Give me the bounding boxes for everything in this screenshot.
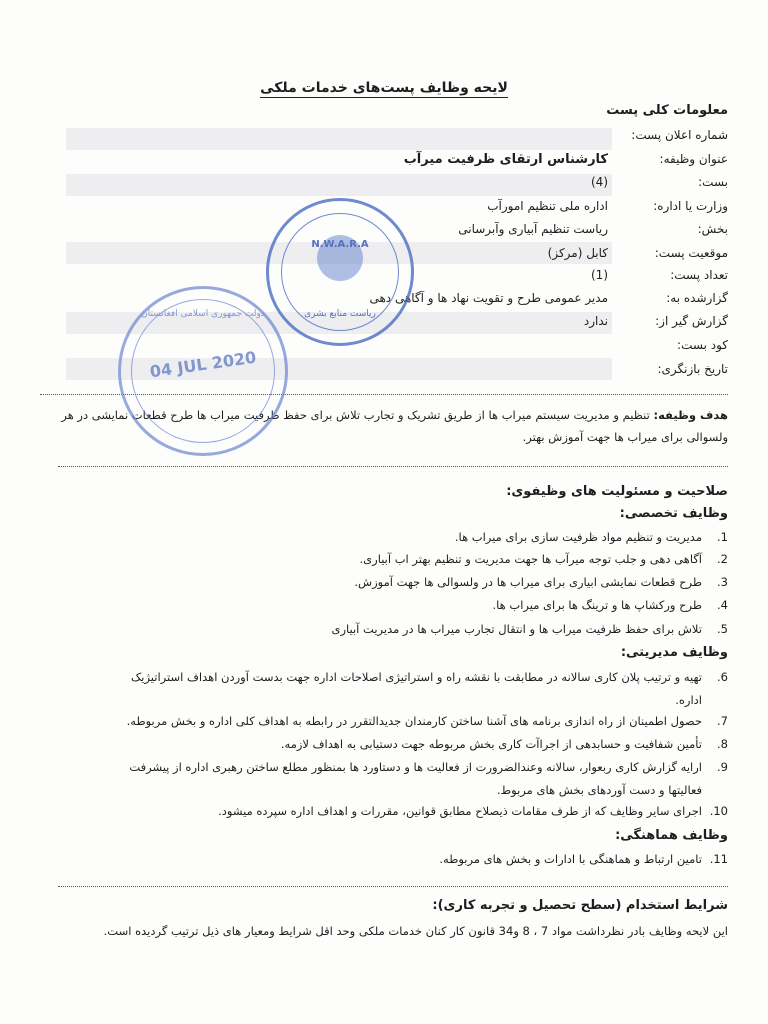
date-stamp bbox=[118, 286, 288, 456]
field-value: کابل (مرکز) bbox=[547, 246, 608, 260]
general-info-heading: معلومات کلی پست bbox=[606, 103, 728, 118]
field-label: موقعیت پست: bbox=[654, 246, 728, 260]
item-text: اجرای سایر وظایف که از طرف مقامات ذیصلاح مطابق قوانین، مقررات و اهداف اداره سپرده میشود. bbox=[218, 804, 702, 818]
official-seal-stamp bbox=[266, 198, 414, 346]
item-number: 6. bbox=[717, 670, 728, 684]
field-value: کارشناس ارتقای ظرفیت میرآب bbox=[403, 152, 608, 167]
list-item bbox=[68, 526, 728, 549]
stamp-header: دولت جمهوری اسلامی افغانستان bbox=[141, 309, 265, 319]
field-label: عنوان وظیفه: bbox=[659, 152, 728, 166]
field-value: (4) bbox=[590, 175, 608, 189]
field-label: بخش: bbox=[697, 222, 728, 236]
field-value: ندارد bbox=[583, 314, 608, 328]
item-text: تلاش برای حفظ ظرفیت میراب ها و انتقال تجارب میراب ها در مدیریت آبیاری bbox=[331, 622, 702, 636]
field-label: تاریخ بازنگری: bbox=[657, 362, 728, 376]
stamp-text: ریاست منابع بشری bbox=[304, 309, 376, 319]
field-value: (1) bbox=[590, 268, 608, 282]
item-number: 11. bbox=[709, 852, 728, 866]
list-item bbox=[68, 666, 728, 712]
item-text-continuation: فعالیتها و دست آوردهای بخش های مربوط. bbox=[496, 783, 702, 797]
list-item bbox=[68, 548, 728, 571]
list-item bbox=[68, 571, 728, 594]
field-label: تعداد پست: bbox=[670, 268, 728, 282]
field-label: وزارت یا اداره: bbox=[653, 199, 728, 213]
form-shade bbox=[66, 174, 612, 196]
item-number: 2. bbox=[717, 552, 728, 566]
list-item bbox=[68, 848, 728, 871]
item-number: 1. bbox=[717, 530, 728, 544]
stamp-date: 04 JUL 2020 bbox=[148, 347, 258, 382]
technical-duties-heading: وظایف تخصصی: bbox=[619, 506, 728, 521]
separator bbox=[58, 886, 728, 887]
list-item bbox=[68, 733, 728, 756]
field-value: مدیر عمومی طرح و تقویت نهاد ها و آگاهی دهی bbox=[369, 291, 608, 305]
list-item bbox=[68, 618, 728, 641]
field-label: گزارش گیر از: bbox=[655, 314, 728, 328]
objective-label: هدف وظیفه: bbox=[653, 408, 728, 422]
list-item bbox=[68, 800, 728, 823]
field-label: بست: bbox=[698, 175, 728, 189]
employment-text: این لایحه وظایف بادر نظرداشت مواد 7 ، 8 و34 قانون کار کنان خدمات ملکی وحد اقل شرایط ومعیار های ذیل ترتیب گردیده است. bbox=[103, 924, 728, 938]
document-title: لایحه وظایف پست‌های خدمات ملکی bbox=[260, 80, 508, 96]
item-text: آگاهی دهی و جلب توجه میرآب ها جهت مدیریت و تنظیم بهتر اب آبیاری. bbox=[359, 552, 702, 566]
item-text: تأمین شفافیت و حسابدهی از اجراآت کاری بخش مربوطه جهت دستیابی به اهداف لازمه. bbox=[280, 737, 702, 751]
item-number: 10. bbox=[709, 804, 728, 818]
item-number: 8. bbox=[717, 737, 728, 751]
item-number: 9. bbox=[717, 760, 728, 774]
objective-text-2: ولسوالی برای میراب ها جهت آموزش بهتر. bbox=[522, 430, 728, 444]
item-number: 5. bbox=[717, 622, 728, 636]
item-text: تامین ارتباط و هماهنگی با ادارات و بخش های مربوطه. bbox=[439, 852, 702, 866]
field-label: گزارشده به: bbox=[666, 291, 728, 305]
field-value: ریاست تنظیم آبیاری وآبرسانی bbox=[458, 222, 608, 236]
separator bbox=[58, 466, 728, 467]
responsibilities-heading: صلاحیت و مسئولیت های وظیفوی: bbox=[506, 484, 728, 499]
objective-text: تنظیم و مدیریت سیستم میراب ها از طریق تشریک و تجارب تلاش برای حفظ ظرفیت میراب ها طرح قطعات نمایشی در هر bbox=[61, 408, 650, 422]
field-value: اداره ملی تنظیم امورآب bbox=[487, 199, 608, 213]
field-label: شماره اعلان پست: bbox=[631, 128, 728, 142]
managerial-duties-heading: وظایف مدیریتی: bbox=[620, 645, 728, 660]
form-shade bbox=[66, 128, 612, 150]
stamp-code: N.W.A.R.A bbox=[311, 239, 369, 250]
list-item bbox=[68, 594, 728, 617]
item-text: طرح ورکشاپ ها و ترینگ ها برای میراب ها. bbox=[492, 598, 702, 612]
field-label: کود بست: bbox=[677, 338, 728, 352]
list-item bbox=[68, 710, 728, 733]
item-number: 3. bbox=[717, 575, 728, 589]
item-text: طرح قطعات نمایشی ابیاری برای میراب ها در ولسوالی ها جهت آموزش. bbox=[354, 575, 702, 589]
item-text: ارایه گزارش کاری ربعوار، سالانه وعندالضرورت از فعالیت ها و دستاورد ها بمنظور مطلع ساختن رهبری اداره از پیشرفت bbox=[129, 760, 702, 774]
item-text-continuation: اداره. bbox=[675, 693, 702, 707]
list-item bbox=[68, 756, 728, 802]
item-number: 7. bbox=[717, 714, 728, 728]
employment-heading: شرایط استخدام (سطح تحصیل و تجربه کاری): bbox=[432, 898, 728, 913]
item-text: تهیه و ترتیب پلان کاری سالانه در مطابقت با نقشه راه و استراتیژی اصلاحات اداره جهت بدست آوردن اهداف استراتیژیک bbox=[130, 670, 702, 684]
item-number: 4. bbox=[717, 598, 728, 612]
coordination-duties-heading: وظایف هماهنگی: bbox=[615, 828, 728, 843]
item-text: مدیریت و تنظیم مواد ظرفیت سازی برای میراب ها. bbox=[454, 530, 702, 544]
item-text: حصول اطمینان از راه اندازی برنامه های آشنا ساختن کارمندان جدیدالتقرر در رابطه به اهداف کلی اداره و بخش مربوطه. bbox=[126, 714, 702, 728]
